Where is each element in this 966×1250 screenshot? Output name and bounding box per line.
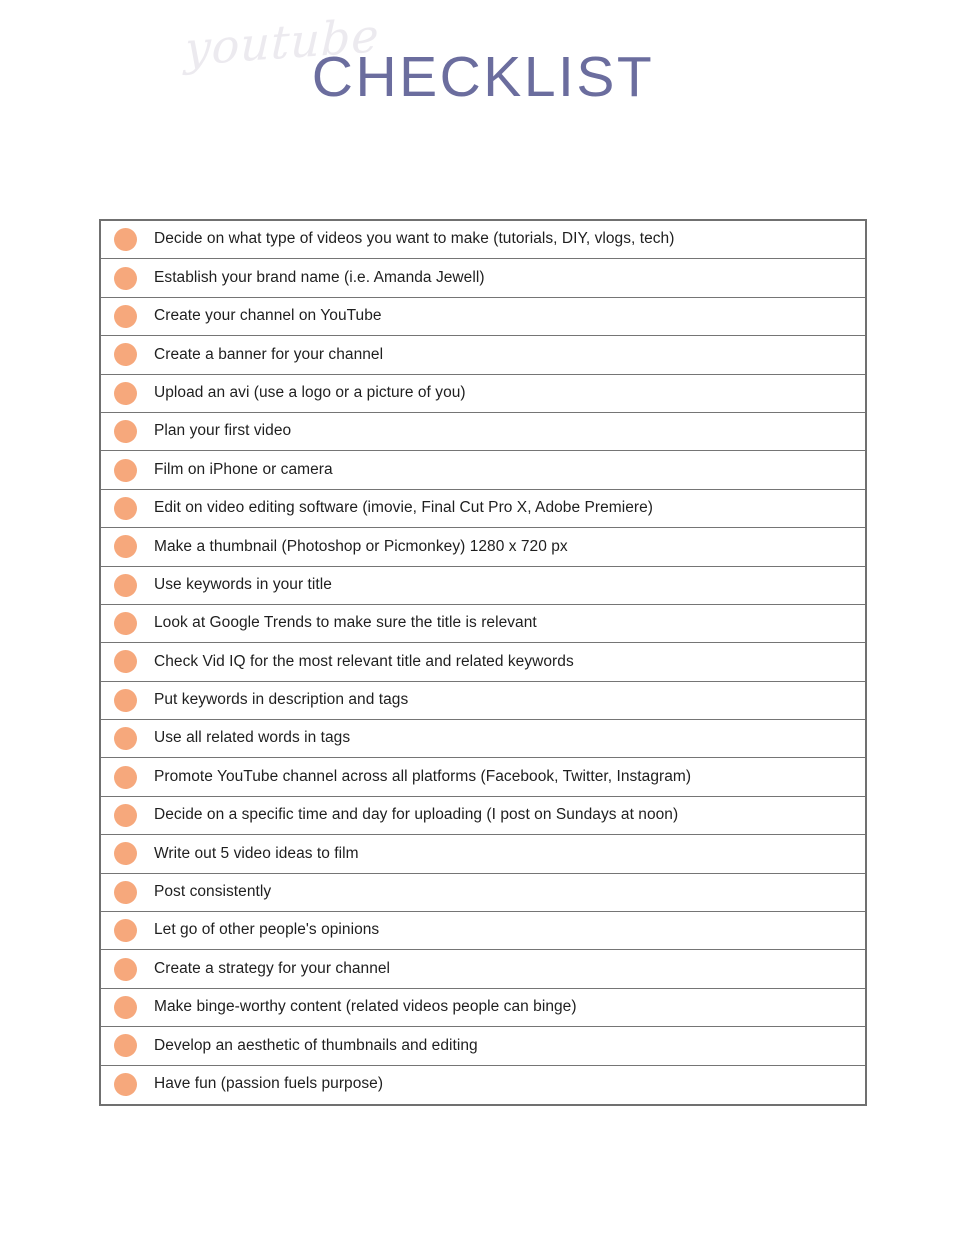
circle-bullet-icon[interactable] xyxy=(114,228,137,251)
circle-bullet-icon[interactable] xyxy=(114,1034,137,1057)
checkbox-cell[interactable] xyxy=(101,1066,149,1104)
checklist-row[interactable] xyxy=(101,720,865,758)
checklist-item-label: Create a strategy for your channel xyxy=(154,959,391,977)
checkbox-cell[interactable] xyxy=(101,874,149,911)
circle-bullet-icon[interactable] xyxy=(114,766,137,789)
checkbox-cell[interactable] xyxy=(101,643,149,680)
checkbox-cell[interactable] xyxy=(101,259,149,296)
checklist-item-label: Edit on video editing software (imovie, Final Cut Pro X, Adobe Premiere) xyxy=(154,499,653,517)
checkbox-cell[interactable] xyxy=(101,912,149,949)
checklist-item-label: Look at Google Trends to make sure the title is relevant xyxy=(154,614,537,632)
checkbox-cell[interactable] xyxy=(101,989,149,1026)
checklist-row[interactable] xyxy=(101,298,865,336)
checkbox-cell[interactable] xyxy=(101,1027,149,1064)
checklist-row[interactable] xyxy=(101,1066,865,1104)
checklist-row[interactable] xyxy=(101,797,865,835)
circle-bullet-icon[interactable] xyxy=(114,382,137,405)
checklist-row[interactable] xyxy=(101,912,865,950)
youtube-script-wordmark: youtube xyxy=(184,8,381,76)
checklist-row[interactable] xyxy=(101,605,865,643)
checklist-item-label: Create a banner for your channel xyxy=(154,345,384,363)
checklist-item-label: Let go of other people's opinions xyxy=(154,921,380,939)
checklist-item-label: Make binge-worthy content (related videos people can binge) xyxy=(154,998,577,1016)
checkbox-cell[interactable] xyxy=(101,298,149,335)
circle-bullet-icon[interactable] xyxy=(114,267,137,290)
circle-bullet-icon[interactable] xyxy=(114,727,137,750)
checklist-item-label: Promote YouTube channel across all platforms (Facebook, Twitter, Instagram) xyxy=(154,767,692,785)
checklist-item-label: Establish your brand name (i.e. Amanda Jewell) xyxy=(154,268,485,286)
circle-bullet-icon[interactable] xyxy=(114,420,137,443)
circle-bullet-icon[interactable] xyxy=(114,459,137,482)
checklist-row[interactable] xyxy=(101,451,865,489)
circle-bullet-icon[interactable] xyxy=(114,535,137,558)
checkbox-cell[interactable] xyxy=(101,451,149,488)
checklist-row[interactable] xyxy=(101,950,865,988)
checklist-item-label: Check Vid IQ for the most relevant title and related keywords xyxy=(154,652,574,670)
checklist-item-label: Have fun (passion fuels purpose) xyxy=(154,1075,384,1093)
checklist-item-label: Film on iPhone or camera xyxy=(154,460,333,478)
checklist-row[interactable] xyxy=(101,259,865,297)
circle-bullet-icon[interactable] xyxy=(114,689,137,712)
checklist-item-label: Upload an avi (use a logo or a picture of you) xyxy=(154,383,466,401)
checklist-item-label: Decide on a specific time and day for uploading (I post on Sundays at noon) xyxy=(154,806,679,824)
checklist-row[interactable] xyxy=(101,874,865,912)
circle-bullet-icon[interactable] xyxy=(114,996,137,1019)
checklist-item-label: Put keywords in description and tags xyxy=(154,691,409,709)
circle-bullet-icon[interactable] xyxy=(114,804,137,827)
checklist-row[interactable] xyxy=(101,835,865,873)
checklist-item-label: Write out 5 video ideas to film xyxy=(154,844,359,862)
checkbox-cell[interactable] xyxy=(101,605,149,642)
checklist-item-label: Make a thumbnail (Photoshop or Picmonkey) 1280 x 720 px xyxy=(154,537,568,555)
circle-bullet-icon[interactable] xyxy=(114,497,137,520)
circle-bullet-icon[interactable] xyxy=(114,612,137,635)
checklist-item-label: Create your channel on YouTube xyxy=(154,307,382,325)
checkbox-cell[interactable] xyxy=(101,413,149,450)
circle-bullet-icon[interactable] xyxy=(114,343,137,366)
circle-bullet-icon[interactable] xyxy=(114,958,137,981)
checklist-row[interactable] xyxy=(101,682,865,720)
checklist-row[interactable] xyxy=(101,528,865,566)
checkbox-cell[interactable] xyxy=(101,758,149,795)
checklist-row[interactable] xyxy=(101,989,865,1027)
checklist-row[interactable] xyxy=(101,375,865,413)
checkbox-cell[interactable] xyxy=(101,950,149,987)
checkbox-cell[interactable] xyxy=(101,336,149,373)
circle-bullet-icon[interactable] xyxy=(114,650,137,673)
checklist-row[interactable] xyxy=(101,413,865,451)
checkbox-cell[interactable] xyxy=(101,528,149,565)
page-title: CHECKLIST xyxy=(311,45,655,109)
circle-bullet-icon[interactable] xyxy=(114,1073,137,1096)
checklist-row[interactable] xyxy=(101,1027,865,1065)
checklist-item-label: Develop an aesthetic of thumbnails and editing xyxy=(154,1036,478,1054)
checklist-item-label: Plan your first video xyxy=(154,422,292,440)
checklist-item-label: Use keywords in your title xyxy=(154,575,332,593)
checklist-row[interactable] xyxy=(101,490,865,528)
checkbox-cell[interactable] xyxy=(101,835,149,872)
checklist-row[interactable] xyxy=(101,221,865,259)
checkbox-cell[interactable] xyxy=(101,375,149,412)
checklist-item-label: Use all related words in tags xyxy=(154,729,351,747)
checklist-item-label: Decide on what type of videos you want to make (tutorials, DIY, vlogs, tech) xyxy=(154,230,675,248)
checkbox-cell[interactable] xyxy=(101,567,149,604)
checklist-row[interactable] xyxy=(101,758,865,796)
checklist-table xyxy=(99,219,867,1106)
circle-bullet-icon[interactable] xyxy=(114,842,137,865)
circle-bullet-icon[interactable] xyxy=(114,919,137,942)
checkbox-cell[interactable] xyxy=(101,490,149,527)
checklist-item-label: Post consistently xyxy=(154,883,272,901)
checkbox-cell[interactable] xyxy=(101,682,149,719)
checkbox-cell[interactable] xyxy=(101,797,149,834)
circle-bullet-icon[interactable] xyxy=(114,574,137,597)
checklist-row[interactable] xyxy=(101,336,865,374)
circle-bullet-icon[interactable] xyxy=(114,305,137,328)
checkbox-cell[interactable] xyxy=(101,720,149,757)
checklist-row[interactable] xyxy=(101,567,865,605)
page-header xyxy=(0,0,966,150)
circle-bullet-icon[interactable] xyxy=(114,881,137,904)
checkbox-cell[interactable] xyxy=(101,221,149,258)
checklist-row[interactable] xyxy=(101,643,865,681)
